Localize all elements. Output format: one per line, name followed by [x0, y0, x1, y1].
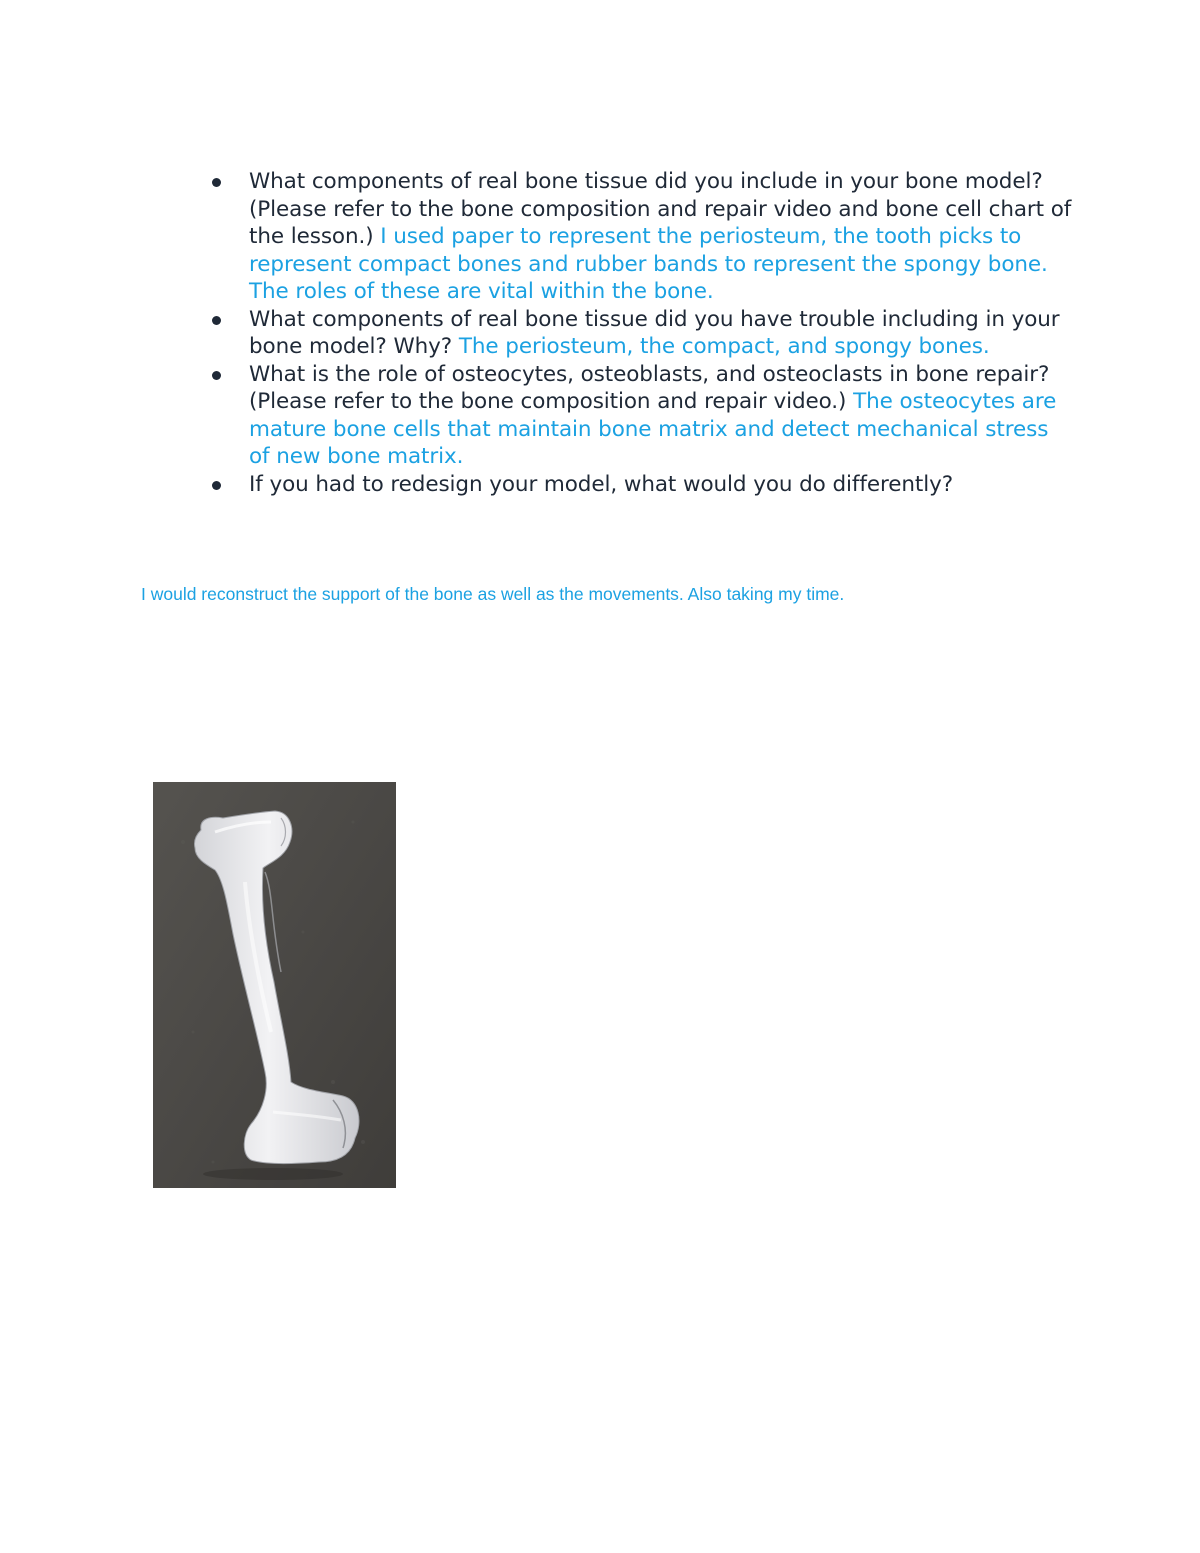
- question-item-redesign: [212, 471, 1072, 499]
- redesign-answer: I would reconstruct the support of the bone as well as the movements. Also taking my time.: [141, 584, 845, 604]
- bullet-icon: [212, 178, 221, 187]
- bullet-icon: [212, 371, 221, 380]
- question-item-cell-roles: [212, 361, 1072, 471]
- answer-text: The periosteum, the compact, and spongy bones.: [458, 334, 990, 359]
- bone-model-photo: [153, 782, 396, 1188]
- question-text: What components of real bone tissue did you have trouble including in your bone model? Why?: [249, 306, 1060, 359]
- answer-text: The osteocytes are mature bone cells that maintain bone matrix and detect mechanical stress of new bone matrix.: [249, 389, 1057, 469]
- question-item-components-trouble: [212, 306, 1072, 361]
- bullet-icon: [212, 316, 221, 325]
- question-text: What components of real bone tissue did you include in your bone model? (Please refer to the bone composition and repair video and bone cell chart of the lesson.): [249, 169, 1072, 249]
- bullet-icon: [212, 481, 221, 490]
- question-list: [212, 168, 1072, 498]
- question-text: What is the role of osteocytes, osteoblasts, and osteoclasts in bone repair? (Please refer to the bone composition and repair video.): [249, 361, 1050, 414]
- question-text: If you had to redesign your model, what would you do differently?: [249, 471, 954, 497]
- question-item-components-included: [212, 168, 1072, 306]
- answer-text: I used paper to represent the periosteum, the tooth picks to represent compact bones and rubber bands to represent the spongy bone. The roles of these are vital within the bone.: [249, 224, 1048, 304]
